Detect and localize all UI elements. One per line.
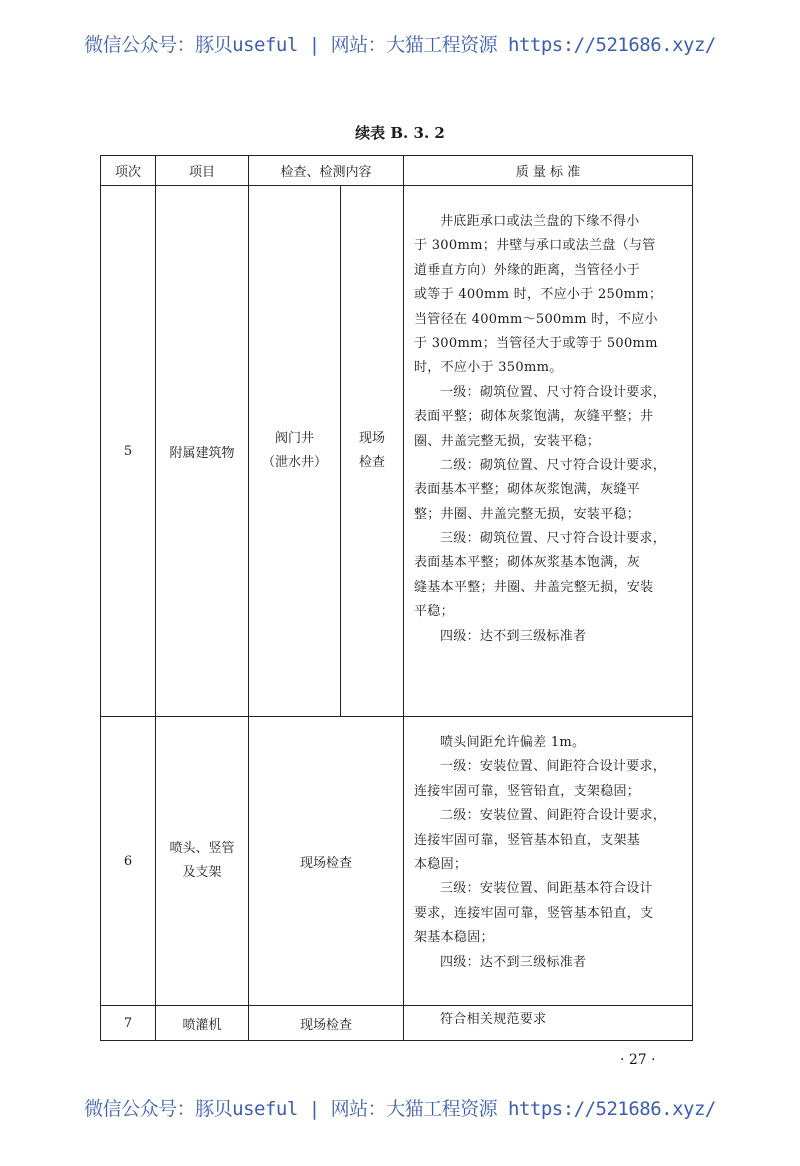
table-title: 续表 B. 3. 2 (355, 124, 445, 142)
standard-line: 架基本稳固； (414, 930, 494, 946)
header-no: 项次 (101, 156, 156, 186)
row-content: 现场检查 (249, 1006, 404, 1041)
row-no: 6 (101, 717, 156, 1006)
quality-standard-table (100, 155, 693, 1041)
row-item: 喷头、竖管 及支架 (156, 717, 249, 1006)
standard-line: 缝基本平整；井圈、井盖完整无损，安装 (414, 579, 654, 595)
standard-line: 一级：砌筑位置、尺寸符合设计要求， (440, 384, 667, 400)
standard-line: 四级：达不到三级标准者 (440, 954, 587, 970)
row-method: 现场 检查 (341, 186, 404, 717)
table-row (101, 717, 693, 1006)
standard-line: 当管径在 400mm～500mm 时，不应小 (414, 311, 658, 327)
standard-line: 表面基本平整；砌体灰浆基本饱满，灰 (414, 555, 641, 571)
row-no: 5 (101, 186, 156, 717)
standard-line: 时，不应小于 350mm。 (414, 360, 563, 376)
row-content: 现场检查 (249, 717, 404, 1006)
table-header-row (101, 156, 693, 186)
header-content: 检查、检测内容 (249, 156, 404, 186)
standard-line: 表面平整；砌体灰浆饱满，灰缝平整；井 (414, 409, 654, 425)
standard-line: 或等于 400mm 时，不应小于 250mm； (414, 287, 663, 303)
standard-line: 表面基本平整；砌体灰浆饱满，灰缝平 (414, 482, 641, 498)
watermark-top: 微信公众号：豚贝useful | 网站：大猫工程资源 https://521686.xyz/ (84, 34, 716, 56)
row-item: 附属建筑物 (156, 186, 249, 717)
standard-line: 三级：安装位置、间距基本符合设计 (440, 881, 653, 897)
standard-line: 四级：达不到三级标准者 (440, 628, 587, 644)
watermark-bottom: 微信公众号：豚贝useful | 网站：大猫工程资源 https://521686.xyz/ (84, 1098, 716, 1120)
standard-line: 符合相关规范要求 (440, 1012, 547, 1027)
row-item: 喷灌机 (156, 1006, 249, 1041)
standard-line: 平稳； (414, 604, 454, 620)
table-row (101, 1006, 693, 1041)
header-item: 项目 (156, 156, 249, 186)
standard-line: 道垂直方向）外缘的距离，当管径小于 (414, 262, 641, 278)
standard-line: 井底距承口或法兰盘的下缘不得小 (440, 214, 640, 229)
row-no: 7 (101, 1006, 156, 1041)
page-number: · 27 · (620, 1052, 656, 1068)
standard-line: 连接牢固可靠，竖管基本铅直，支架基 (414, 832, 641, 848)
table-row (101, 186, 693, 717)
standard-line: 三级：砌筑位置、尺寸符合设计要求， (440, 531, 667, 547)
standard-line: 喷头间距允许偏差 1m。 (440, 735, 586, 750)
row-standard (404, 186, 693, 717)
standard-line: 二级：安装位置、间距符合设计要求， (440, 808, 667, 824)
standard-line: 一级：安装位置、间距符合设计要求， (440, 759, 667, 775)
standard-line: 于 300mm；井壁与承口或法兰盘（与管 (414, 238, 656, 254)
standard-line: 本稳固； (414, 856, 468, 872)
standard-line: 连接牢固可靠，竖管铅直，支架稳固； (414, 783, 641, 799)
standard-line: 于 300mm；当管径大于或等于 500mm (414, 335, 658, 351)
standard-line: 整；井圈、井盖完整无损，安装平稳； (414, 506, 641, 522)
row-standard (404, 717, 693, 1006)
row-standard (404, 1006, 693, 1041)
header-standard: 质 量 标 准 (404, 156, 693, 186)
row-content: 阀门井 （泄水井） (249, 186, 341, 717)
standard-line: 要求，连接牢固可靠，竖管基本铅直，支 (414, 905, 654, 921)
standard-line: 圈、井盖完整无损，安装平稳； (414, 433, 601, 449)
standard-line: 二级：砌筑位置、尺寸符合设计要求， (440, 457, 667, 473)
